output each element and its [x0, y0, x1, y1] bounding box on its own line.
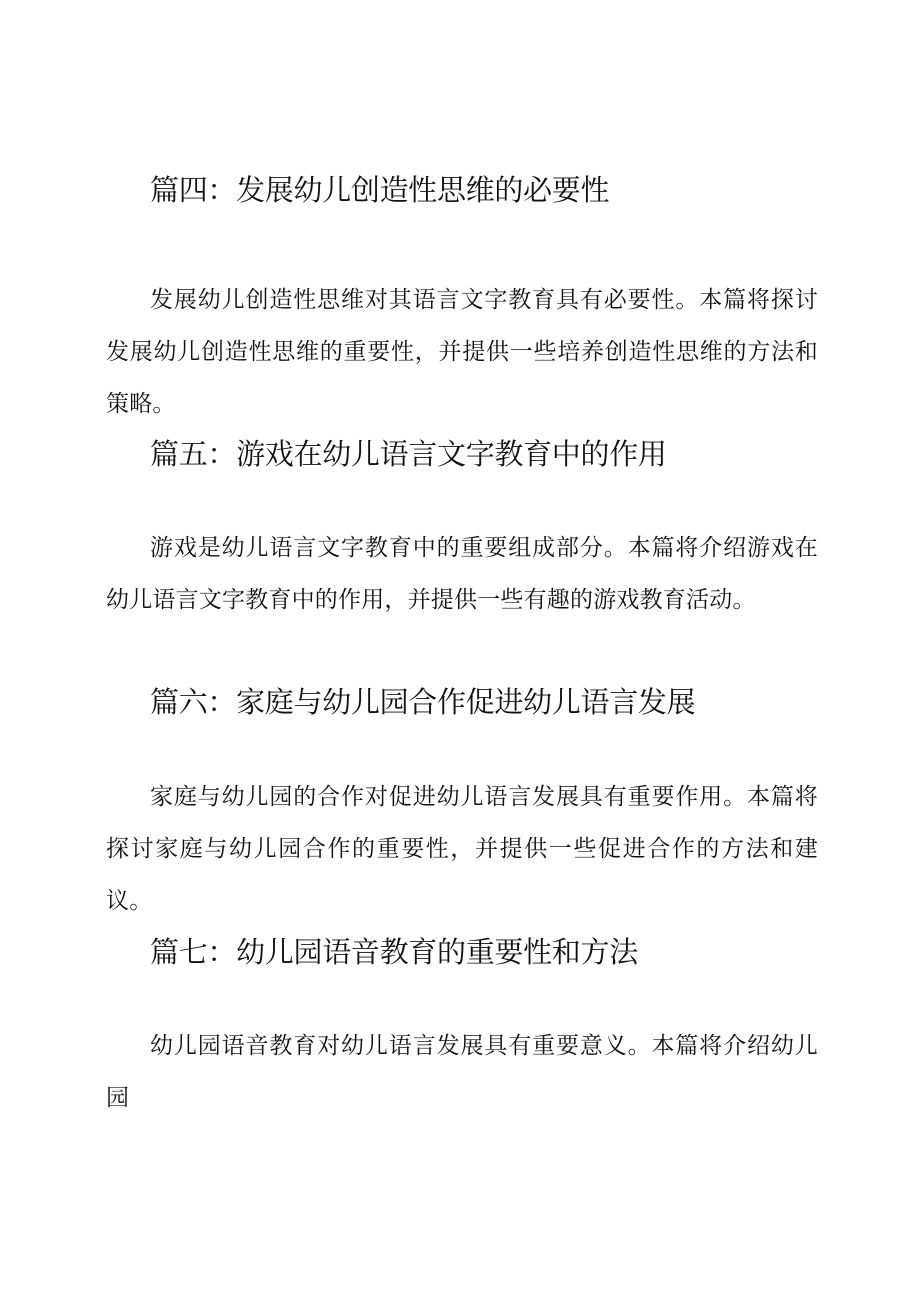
section-5-title: 篇五：游戏在幼儿语言文字教育中的作用: [150, 437, 667, 471]
section-4-body: 发展幼儿创造性思维对其语言文字教育具有必要性。本篇将探讨发展幼儿创造性思维的重要性，并提供一些培养创造性思维的方法和策略。: [106, 287, 818, 417]
section-5-body: 游戏是幼儿语言文字教育中的重要组成部分。本篇将介绍游戏在幼儿语言文字教育中的作用，并提供一些有趣的游戏教育活动。: [106, 535, 818, 613]
section-7-body: 幼儿园语音教育对幼儿语言发展具有重要意义。本篇将介绍幼儿园: [106, 1033, 818, 1111]
section-4-title: 篇四：发展幼儿创造性思维的必要性: [150, 173, 610, 207]
section-7-title: 篇七：幼儿园语音教育的重要性和方法: [150, 935, 638, 969]
section-6-title: 篇六：家庭与幼儿园合作促进幼儿语言发展: [150, 685, 696, 719]
section-6-body: 家庭与幼儿园的合作对促进幼儿语言发展具有重要作用。本篇将探讨家庭与幼儿园合作的重要性，并提供一些促进合作的方法和建议。: [106, 784, 818, 914]
